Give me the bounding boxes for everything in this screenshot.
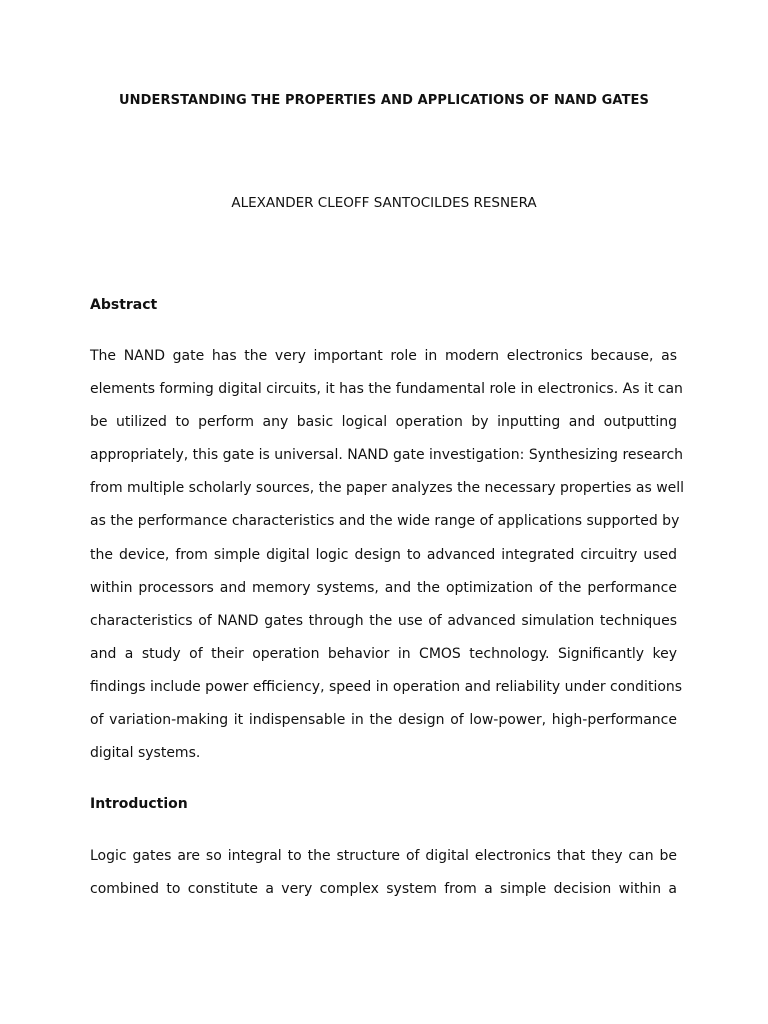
abstract-line: The NAND gate has the very important role in modern electronics because, as — [90, 348, 677, 364]
abstract-line: findings include power efficiency, speed in operation and reliability under conditions — [90, 678, 683, 695]
abstract-line: be utilized to perform any basic logical operation by inputting and outputting — [90, 414, 677, 431]
abstract-line: the device, from simple digital logic design to advanced integrated circuitry used — [90, 546, 677, 563]
abstract-paragraph — [90, 340, 685, 770]
abstract-line: from multiple scholarly sources, the paper analyzes the necessary properties as well — [90, 480, 685, 497]
abstract-heading: Abstract — [90, 297, 158, 313]
introduction-line: Logic gates are so integral to the structure of digital electronics that they can be — [90, 848, 677, 864]
abstract-line: characteristics of NAND gates through the use of advanced simulation techniques — [90, 612, 677, 629]
abstract-line: digital systems. — [90, 745, 201, 762]
author-name: ALEXANDER CLEOFF SANTOCILDES RESNERA — [231, 195, 537, 211]
abstract-line: within processors and memory systems, and the optimization of the performance — [90, 579, 677, 596]
abstract-line: as the performance characteristics and the wide range of applications supported by — [90, 513, 680, 530]
paper-title: UNDERSTANDING THE PROPERTIES AND APPLICATIONS OF NAND GATES — [119, 93, 649, 108]
abstract-line: elements forming digital circuits, it has the fundamental role in electronics. As it can — [90, 381, 683, 398]
introduction-line: combined to constitute a very complex system from a simple decision within a — [90, 881, 677, 898]
abstract-line: and a study of their operation behavior in CMOS technology. Significantly key — [90, 645, 677, 662]
introduction-paragraph — [90, 840, 677, 906]
abstract-line: of variation-making it indispensable in the design of low-power, high-performance — [90, 712, 677, 729]
introduction-heading: Introduction — [90, 796, 188, 812]
abstract-line: appropriately, this gate is universal. NAND gate investigation: Synthesizing research — [90, 447, 684, 464]
